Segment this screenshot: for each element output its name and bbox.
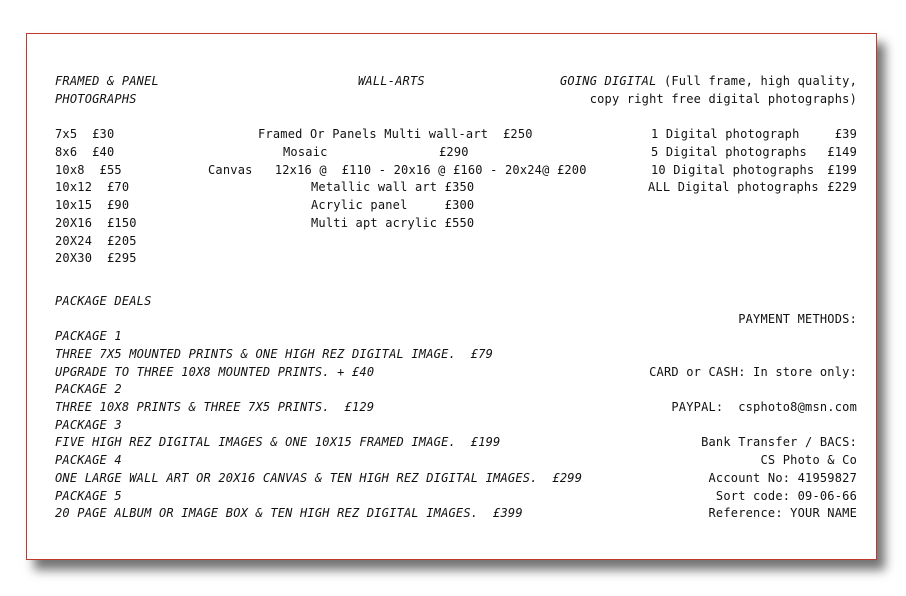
- package-line: PACKAGE 3: [55, 418, 122, 432]
- digital-item-label: 10 Digital photographs: [651, 163, 815, 177]
- framed-price-item: 20X24 £205: [55, 234, 137, 248]
- framed-price-item: 20X16 £150: [55, 216, 137, 230]
- digital-item-label: ALL Digital photographs: [648, 180, 819, 194]
- payment-heading: PAYMENT METHODS:: [738, 312, 857, 326]
- framed-price-item: 10x15 £90: [55, 198, 130, 212]
- digital-item-price: £229: [827, 180, 857, 194]
- package-line: PACKAGE 5: [55, 489, 122, 503]
- packages-heading: PACKAGE DEALS: [55, 294, 152, 308]
- framed-heading-line1: FRAMED & PANEL: [55, 74, 159, 88]
- wallarts-line: Metallic wall art £350: [311, 180, 475, 194]
- package-line: 20 PAGE ALBUM OR IMAGE BOX & TEN HIGH REZ DIGITAL IMAGES. £399: [55, 506, 523, 520]
- wallarts-line: Framed Or Panels Multi wall-art £250: [258, 127, 533, 141]
- wallarts-line: Canvas 12x16 @ £110 - 20x16 @ £160 - 20x24@ £200: [208, 163, 587, 177]
- framed-heading-line2: PHOTOGRAPHS: [55, 92, 137, 106]
- digital-heading-line1: [560, 74, 857, 88]
- payment-bank-heading: Bank Transfer / BACS:: [701, 435, 857, 449]
- framed-price-item: 10x12 £70: [55, 180, 130, 194]
- package-line: PACKAGE 2: [55, 382, 122, 396]
- wallarts-heading: WALL-ARTS: [358, 74, 425, 88]
- wallarts-mosaic-name: Mosaic: [283, 145, 328, 159]
- payment-paypal: PAYPAL: csphoto8@msn.com: [671, 400, 857, 414]
- package-line: FIVE HIGH REZ DIGITAL IMAGES & ONE 10X15 FRAMED IMAGE. £199: [55, 435, 501, 449]
- wallarts-line: Multi apt acrylic £550: [311, 216, 475, 230]
- digital-heading-title: GOING DIGITAL: [560, 74, 657, 88]
- payment-sort-code: Sort code: 09-06-66: [715, 489, 857, 503]
- digital-item-price: £149: [827, 145, 857, 159]
- package-line: THREE 7X5 MOUNTED PRINTS & ONE HIGH REZ DIGITAL IMAGE. £79: [55, 347, 494, 361]
- wallarts-line: Acrylic panel £300: [311, 198, 475, 212]
- framed-price-item: 20X30 £295: [55, 251, 137, 265]
- package-line: UPGRADE TO THREE 10X8 MOUNTED PRINTS. + £40: [55, 365, 375, 379]
- payment-reference: Reference: YOUR NAME: [708, 506, 857, 520]
- digital-item-price: £199: [827, 163, 857, 177]
- package-line: PACKAGE 1: [55, 329, 122, 343]
- framed-price-item: 10x8 £55: [55, 163, 122, 177]
- payment-card-cash: CARD or CASH: In store only:: [649, 365, 857, 379]
- framed-price-item: 8x6 £40: [55, 145, 115, 159]
- framed-price-item: 7x5 £30: [55, 127, 115, 141]
- digital-item-label: 1 Digital photograph: [651, 127, 800, 141]
- digital-heading-rest: (Full frame, high quality,: [656, 74, 857, 88]
- package-line: ONE LARGE WALL ART OR 20X16 CANVAS & TEN HIGH REZ DIGITAL IMAGES. £299: [55, 471, 583, 485]
- digital-item-label: 5 Digital photographs: [651, 145, 807, 159]
- package-line: THREE 10X8 PRINTS & THREE 7X5 PRINTS. £129: [55, 400, 375, 414]
- payment-account-number: Account No: 41959827: [708, 471, 857, 485]
- digital-item-price: £39: [834, 127, 857, 141]
- wallarts-mosaic-price: £290: [439, 145, 469, 159]
- payment-bank-name: CS Photo & Co: [760, 453, 857, 467]
- package-line: PACKAGE 4: [55, 453, 122, 467]
- price-list-card: [26, 33, 877, 560]
- digital-heading-line2: copy right free digital photographs): [589, 92, 857, 106]
